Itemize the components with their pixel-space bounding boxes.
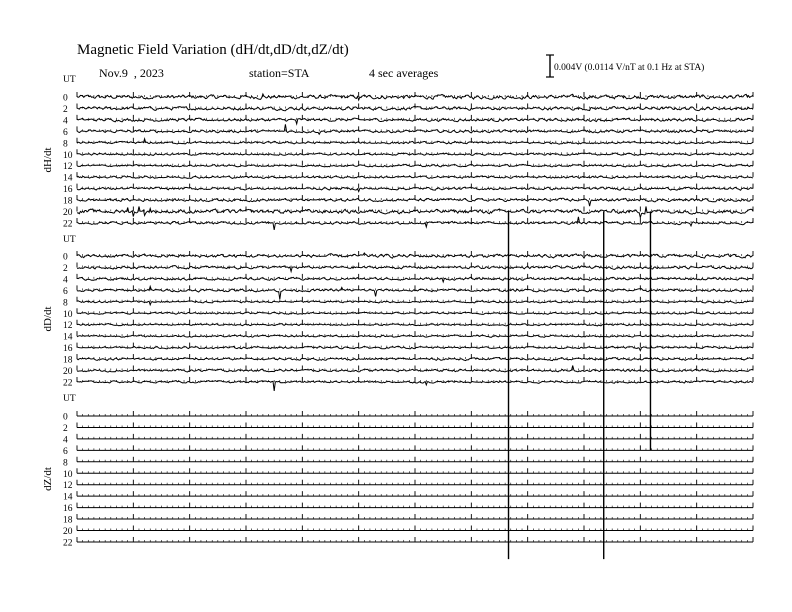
ut-label: UT [63,394,76,404]
ut-tick-label: 0 [63,252,68,263]
ut-tick-label: 14 [63,173,73,184]
ut-tick-label: 10 [63,469,73,480]
ut-label: UT [63,235,76,245]
ut-tick-label: 8 [63,298,68,309]
ut-tick-label: 20 [63,367,73,377]
ut-tick-label: 4 [63,435,68,446]
ut-tick-label: 6 [63,286,68,297]
y-axis-label: dZ/dt [42,467,54,491]
ut-tick-label: 4 [63,116,68,127]
ut-tick-label: 8 [63,139,68,150]
scale-label: 0.004V (0.0114 V/nT at 0.1 Hz at STA) [554,63,705,73]
plot-area [42,75,753,559]
ut-tick-label: 14 [63,332,73,343]
ut-tick-label: 20 [63,208,73,218]
ut-tick-label: 2 [63,104,68,115]
averaging-label: 4 sec averages [369,66,439,80]
ut-tick-label: 18 [63,196,73,207]
ut-tick-label: 22 [63,538,73,549]
panel-dddt [42,235,753,391]
y-axis-label: dD/dt [42,306,54,332]
ut-tick-label: 16 [63,504,73,515]
ut-tick-label: 22 [63,219,73,230]
ut-tick-label: 6 [63,446,68,457]
ut-tick-label: 20 [63,527,73,537]
ut-tick-label: 10 [63,309,73,320]
y-axis-label: dH/dt [42,147,54,173]
ut-tick-label: 0 [63,412,68,423]
ut-tick-label: 14 [63,492,73,503]
ut-tick-label: 22 [63,378,73,389]
ut-tick-label: 12 [63,481,73,492]
scale-bar [546,55,554,77]
ut-tick-label: 0 [63,93,68,104]
panel-dhdt [42,75,753,230]
ut-tick-label: 12 [63,162,73,173]
trace-ut-22 [77,381,753,391]
ut-tick-label: 18 [63,355,73,366]
station-label: station=STA [249,66,310,80]
ut-tick-label: 12 [63,321,73,332]
ut-tick-label: 4 [63,275,68,286]
panel-dzdt [42,394,753,548]
ut-tick-label: 16 [63,185,73,196]
ut-tick-label: 6 [63,127,68,138]
chart-title: Magnetic Field Variation (dH/dt,dD/dt,dZ/dt) [77,42,349,58]
ut-tick-label: 8 [63,458,68,469]
ut-label: UT [63,75,76,85]
ut-tick-label: 2 [63,423,68,434]
ut-tick-label: 10 [63,150,73,161]
ut-tick-label: 2 [63,263,68,274]
ut-tick-label: 18 [63,515,73,526]
ut-tick-label: 16 [63,344,73,355]
date-label: Nov.9 , 2023 [99,66,164,80]
